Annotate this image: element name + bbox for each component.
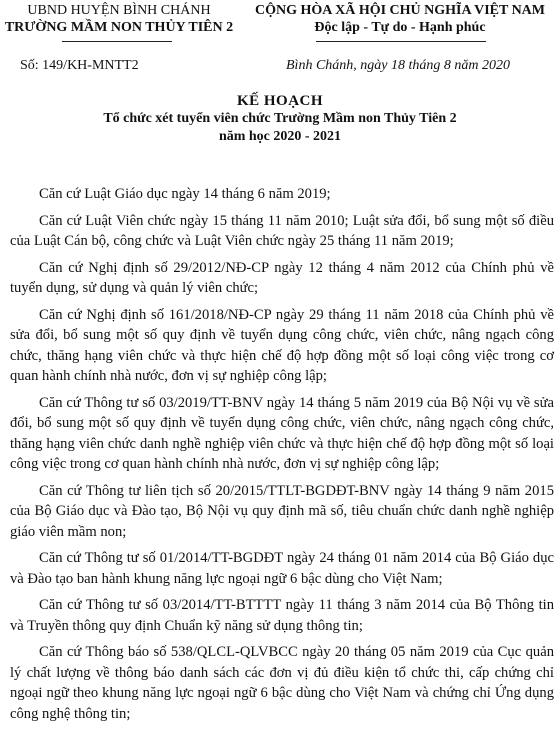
paragraph: Căn cứ Thông tư số 03/2014/TT-BTTTT ngày 11 tháng 3 năm 2014 của Bộ Thông tin và Truyền thông quy định Chuẩn kỹ năng sử dụng thông tin; <box>10 597 554 634</box>
document-number: Số: 149/KH-MNTT2 <box>20 58 139 73</box>
national-motto-block <box>244 2 556 36</box>
issuer-school: TRƯỜNG MẦM NON THỦY TIÊN 2 <box>4 20 234 35</box>
issuer-underline <box>62 41 172 42</box>
document-body <box>10 184 554 730</box>
title-sub-1: Tổ chức xét tuyển viên chức Trường Mầm non Thủy Tiên 2 <box>103 111 457 126</box>
paragraph: Căn cứ Thông tư số 03/2019/TT-BNV ngày 14 tháng 5 năm 2019 của Bộ Nội vụ về sửa đổi, bổ sung một số quy định về tuyển dụng công chức, viên chức, nâng ngạch công chức, thăng hạng viên chức danh nghề nghiệp viên chức và thực hiện chế độ hợp đồng một số loại công việc trong cơ quan hành chính nhà nước, đơn vị sự nghiệp công lập; <box>10 394 554 472</box>
issuer-parent-org: UBND HUYỆN BÌNH CHÁNH <box>27 3 211 18</box>
document-title <box>0 92 560 146</box>
motto-underline <box>316 41 486 42</box>
paragraph: Căn cứ Luật Viên chức ngày 15 tháng 11 năm 2010; Luật sửa đổi, bổ sung một số điều của Luật Cán bộ, công chức và Luật Viên chức ngày 25 tháng 11 năm 2019; <box>10 212 554 249</box>
title-sub-2: năm học 2020 - 2021 <box>218 129 342 144</box>
paragraph: Căn cứ Thông tư liên tịch số 20/2015/TTLT-BGDĐT-BNV ngày 14 tháng 9 năm 2015 của Bộ Giáo dục và Đào tạo, Bộ Nội vụ quy định mã số, tiêu chuẩn chức danh nghề nghiệp giáo viên mầm non; <box>10 482 554 540</box>
date-line: Bình Chánh, ngày 18 tháng 8 năm 2020 <box>286 58 510 73</box>
paragraph: Căn cứ Thông báo số 538/QLCL-QLVBCC ngày 20 tháng 05 năm 2019 của Cục quản lý chất lượng về thông báo danh sách các đơn vị đủ điều kiện tổ chức thi, cấp chứng chỉ ngoại ngữ theo khung năng lực ngoại ngữ 6 bậc dùng cho Việt Nam và chứng chỉ Ứng dụng công nghệ thông tin; <box>10 644 554 722</box>
issuer-block <box>4 2 234 36</box>
motto: Độc lập - Tự do - Hạnh phúc <box>314 20 486 35</box>
title-main: KẾ HOẠCH <box>236 93 324 109</box>
country-name: CỘNG HÒA XÃ HỘI CHỦ NGHĨA VIỆT NAM <box>254 3 545 18</box>
paragraph: Căn cứ Nghị định số 29/2012/NĐ-CP ngày 12 tháng 4 năm 2012 của Chính phủ về tuyển dụng, sử dụng và quản lý viên chức; <box>10 259 554 296</box>
paragraph: Căn cứ Thông tư số 01/2014/TT-BGDĐT ngày 24 tháng 01 năm 2014 của Bộ Giáo dục và Đào tạo ban hành khung năng lực ngoại ngữ 6 bậc dùng cho Việt Nam; <box>10 550 554 587</box>
paragraph: Căn cứ Nghị định số 161/2018/NĐ-CP ngày 29 tháng 11 năm 2018 của Chính phủ về sửa đổi, bổ sung một số quy định về tuyển dụng công chức, viên chức, nâng ngạch công chức, thăng hạng viên chức và thực hiện chế độ hợp đồng một số loại công việc trong cơ quan hành chính nhà nước, đơn vị sự nghiệp công lập; <box>10 306 554 384</box>
paragraph: Căn cứ Luật Giáo dục ngày 14 tháng 6 năm 2019; <box>39 186 331 202</box>
